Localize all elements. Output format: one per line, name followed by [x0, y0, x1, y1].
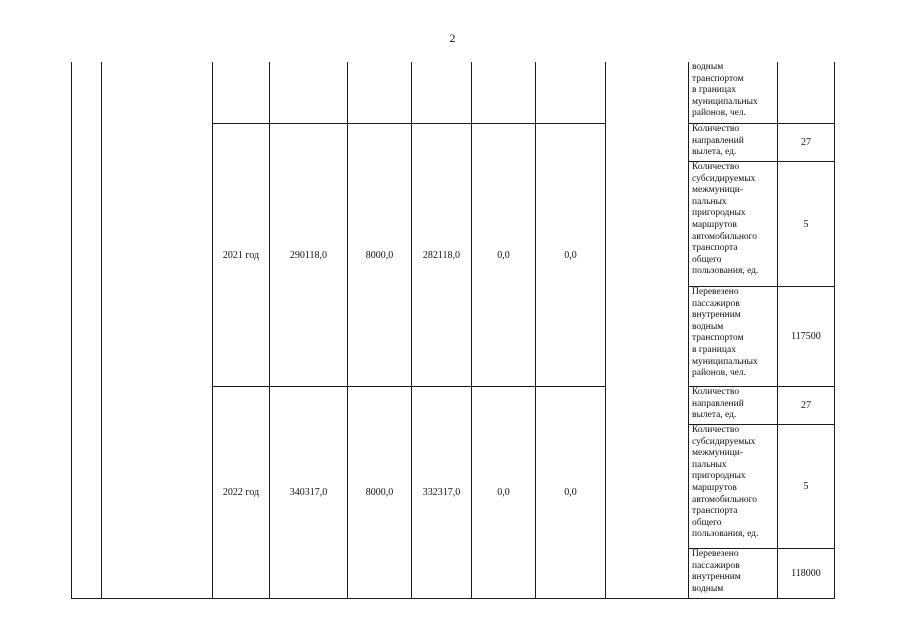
- amount-cell: 0,0: [564, 487, 577, 498]
- column-divider: [101, 62, 102, 599]
- indicator-label: водным транспортом в границах муниципальных районов, чел.: [692, 62, 758, 119]
- amount-cell: 282118,0: [422, 249, 461, 261]
- table-border-right: [834, 62, 835, 599]
- amount-cell: 8000,0: [365, 249, 394, 261]
- indicator-value: 5: [803, 218, 809, 230]
- indicator-label: Количество субсидируемых межмуници- пальных пригородных маршрутов автомобильного транспорта общего пользования, ед.: [692, 425, 759, 540]
- indicator-label: Перевезено пассажиров внутренним водным: [692, 549, 741, 594]
- year-cell: 2022 год: [222, 487, 260, 498]
- column-divider: [688, 62, 689, 599]
- indicator-value: 117500: [791, 331, 821, 342]
- indicator-label: Перевезено пассажиров внутренним водным транспортом в границах муниципальных районов, чел.: [692, 287, 758, 379]
- indicator-value: 27: [801, 137, 811, 148]
- indicator-value: 118000: [791, 568, 821, 579]
- table-border-bottom: [71, 598, 835, 599]
- total-cell: 340317,0: [289, 487, 328, 498]
- indicator-value: 5: [803, 481, 809, 492]
- indicator-value: 27: [801, 400, 811, 411]
- indicator-label: Количество субсидируемых межмуници- пальных пригородных маршрутов автомобильного транспорта общего пользования, ед.: [692, 162, 759, 277]
- column-divider: [605, 62, 606, 599]
- indicator-label: Количество направлений вылета, ед.: [692, 124, 744, 158]
- total-cell: 290118,0: [289, 249, 328, 261]
- amount-cell: 8000,0: [365, 487, 394, 498]
- amount-cell: 0,0: [564, 249, 577, 261]
- amount-cell: 332317,0: [422, 487, 461, 498]
- amount-cell: 0,0: [497, 487, 510, 498]
- indicator-label: Количество направлений вылета, ед.: [692, 387, 744, 421]
- table-border-left: [71, 62, 72, 599]
- amount-cell: 0,0: [497, 249, 510, 261]
- page-number: 2: [449, 31, 456, 45]
- year-cell: 2021 год: [222, 249, 260, 261]
